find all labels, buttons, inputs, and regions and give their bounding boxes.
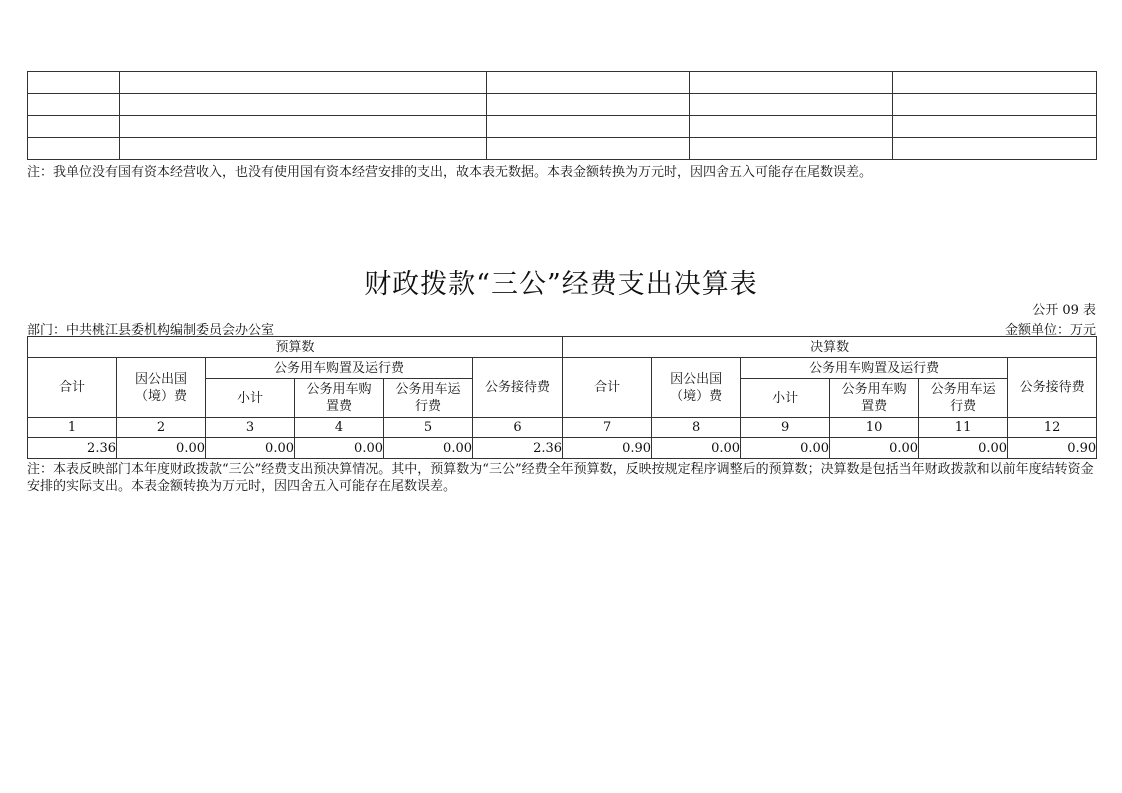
top-note: 注：我单位没有国有资本经营收入，也没有使用国有资本经营安排的支出，故本表无数据。本表金额转换为万元时，因四舍五入可能存在尾数误差。 [27,165,873,180]
table-row [28,337,1097,358]
column-number: 7 [563,418,652,438]
table-cell [487,72,690,94]
value-cell: 2.36 [473,438,563,459]
table-cell [893,72,1097,94]
actual-abroad-header [652,358,741,418]
table-cell [690,138,893,160]
header-line: 行费 [950,399,977,414]
table-row [28,94,1097,116]
table-cell [120,72,487,94]
budget-reception-header: 公务接待费 [473,358,563,418]
value-cell: 0.00 [295,438,384,459]
empty-capital-table [27,71,1097,160]
header-line: 因公出国 [134,371,187,387]
actual-subtotal-header: 小计 [741,379,830,418]
table-cell [28,94,120,116]
column-number: 1 [28,418,117,438]
value-cell: 0.90 [1008,438,1097,459]
column-number: 12 [1008,418,1097,438]
value-row [28,438,1097,459]
actual-vehicle-purchase-header [830,379,919,418]
actual-vehicle-header: 公务用车购置及运行费 [741,358,1008,379]
table-row [28,138,1097,160]
budget-header: 预算数 [28,337,563,358]
column-number-row [28,418,1097,438]
value-cell: 0.00 [919,438,1008,459]
budget-vehicle-purchase-header [295,379,384,418]
budget-vehicle-run-header [384,379,473,418]
value-cell: 0.00 [652,438,741,459]
header-line: 公务用车购 [841,382,907,397]
table-cell [120,94,487,116]
bottom-note: 注：本表反映部门本年度财政拨款“三公”经费支出预决算情况。其中，预算数为“三公”经费全年预算数，反映按规定程序调整后的预算数；决算数是包括当年财政拨款和以前年度结转资金安排的实际支出。本表金额转换为万元时，因四舍五入可能存在尾数误差。 [27,462,1094,494]
table-cell [893,94,1097,116]
table-cell [28,72,120,94]
table-cell [893,116,1097,138]
value-cell: 0.90 [563,438,652,459]
actual-total-header: 合计 [563,358,652,418]
header-line: 置费 [861,399,888,414]
actual-reception-header: 公务接待费 [1008,358,1097,418]
header-line: 公务用车运 [930,382,996,397]
column-number: 11 [919,418,1008,438]
header-line: 公务用车运 [395,382,461,397]
value-cell: 0.00 [741,438,830,459]
table-cell [690,116,893,138]
table-cell [487,94,690,116]
table-cell [28,116,120,138]
value-cell: 0.00 [206,438,295,459]
actual-vehicle-run-header [919,379,1008,418]
header-line: （境）费 [670,388,723,404]
department-label: 部门：中共桃江县委机构编制委员会办公室 [27,323,275,338]
table-cell [28,138,120,160]
value-cell: 0.00 [384,438,473,459]
unit-label: 金额单位：万元 [1004,323,1096,338]
table-cell [120,138,487,160]
column-number: 9 [741,418,830,438]
table-cell [690,72,893,94]
value-cell: 2.36 [28,438,117,459]
header-line: （境）费 [134,388,187,404]
table-cell [487,116,690,138]
budget-subtotal-header: 小计 [206,379,295,418]
table-cell [120,116,487,138]
page-title: 财政拨款“三公”经费支出决算表 [364,269,758,300]
three-public-expense-table [27,336,1097,459]
table-cell [690,94,893,116]
column-number: 2 [117,418,206,438]
column-number: 5 [384,418,473,438]
form-code: 公开 09 表 [1032,303,1096,318]
header-line: 因公出国 [670,371,723,387]
budget-total-header: 合计 [28,358,117,418]
value-cell: 0.00 [830,438,919,459]
header-line: 行费 [414,399,441,414]
table-row [28,72,1097,94]
column-number: 3 [206,418,295,438]
header-line: 公务用车购 [306,382,372,397]
header-line: 置费 [325,399,352,414]
column-number: 6 [473,418,563,438]
value-cell: 0.00 [117,438,206,459]
table-cell [487,138,690,160]
table-row [28,358,1097,379]
budget-abroad-header [117,358,206,418]
budget-vehicle-header: 公务用车购置及运行费 [206,358,473,379]
column-number: 10 [830,418,919,438]
table-row [28,116,1097,138]
column-number: 8 [652,418,741,438]
table-cell [893,138,1097,160]
actual-header: 决算数 [563,337,1097,358]
column-number: 4 [295,418,384,438]
